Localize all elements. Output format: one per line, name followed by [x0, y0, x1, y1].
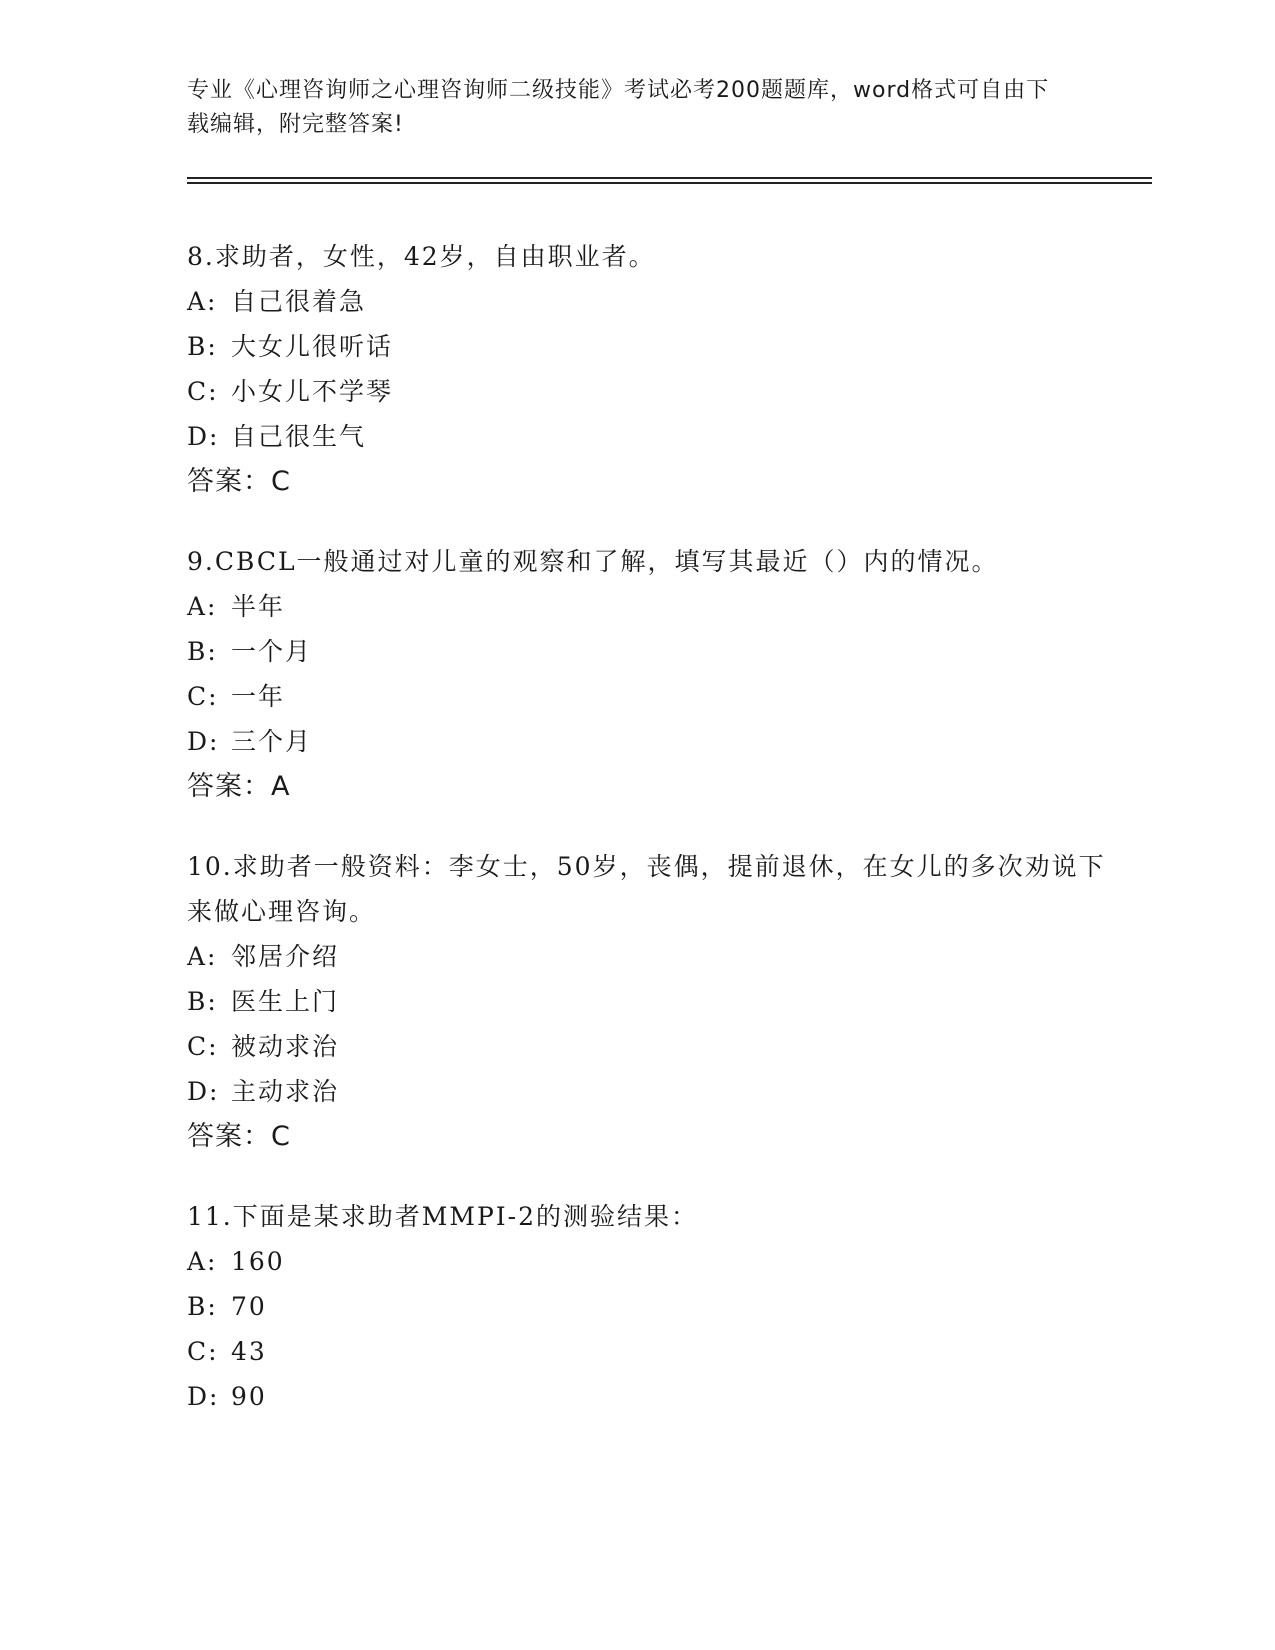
option-text: 一年 — [231, 682, 286, 711]
option-text: 医生上门 — [231, 987, 340, 1016]
option-letter: A: — [187, 942, 218, 971]
option-d — [187, 719, 1107, 764]
option-b — [187, 1284, 1107, 1329]
option-text: 大女儿很听话 — [231, 332, 394, 361]
option-letter: C: — [187, 377, 219, 406]
question-stem: 9.CBCL一般通过对儿童的观察和了解，填写其最近（）内的情况。 — [187, 547, 999, 576]
option-text: 三个月 — [231, 727, 313, 756]
answer-line: 答案：C — [187, 1121, 291, 1152]
option-a — [187, 279, 1107, 324]
question-9 — [187, 539, 1107, 809]
option-a — [187, 584, 1107, 629]
option-text: 70 — [231, 1292, 267, 1321]
option-c — [187, 369, 1107, 414]
option-b — [187, 629, 1107, 674]
option-letter: D: — [187, 727, 220, 756]
option-letter: D: — [187, 422, 220, 451]
option-text: 90 — [231, 1382, 267, 1411]
option-letter: A: — [187, 592, 218, 621]
option-letter: C: — [187, 1337, 219, 1366]
question-stem: 8.求助者，女性，42岁，自由职业者。 — [187, 242, 656, 271]
option-d — [187, 1374, 1107, 1419]
option-letter: C: — [187, 682, 219, 711]
option-text: 一个月 — [231, 637, 313, 666]
option-text: 主动求治 — [231, 1077, 340, 1106]
option-b — [187, 979, 1107, 1024]
option-text: 被动求治 — [231, 1032, 340, 1061]
question-8 — [187, 234, 1107, 504]
option-text: 43 — [231, 1337, 267, 1366]
option-text: 小女儿不学琴 — [231, 377, 394, 406]
question-11 — [187, 1194, 1107, 1419]
header-divider-bottom — [187, 182, 1152, 184]
question-stem: 10.求助者一般资料：李女士，50岁，丧偶，提前退休，在女儿的多次劝说下来做心理咨询。 — [187, 852, 1106, 926]
option-c — [187, 674, 1107, 719]
option-text: 半年 — [231, 592, 286, 621]
option-b — [187, 324, 1107, 369]
option-a — [187, 934, 1107, 979]
option-letter: B: — [187, 332, 218, 361]
option-letter: B: — [187, 637, 218, 666]
option-text: 自己很生气 — [231, 422, 367, 451]
option-d — [187, 1069, 1107, 1114]
option-c — [187, 1024, 1107, 1069]
option-text: 160 — [231, 1247, 285, 1276]
option-letter: B: — [187, 1292, 218, 1321]
option-letter: D: — [187, 1077, 220, 1106]
answer-line: 答案：C — [187, 466, 291, 497]
option-letter: C: — [187, 1032, 219, 1061]
question-list — [187, 234, 1107, 1454]
option-letter: B: — [187, 987, 218, 1016]
option-text: 自己很着急 — [231, 287, 367, 316]
option-text: 邻居介绍 — [231, 942, 340, 971]
option-c — [187, 1329, 1107, 1374]
option-a — [187, 1239, 1107, 1284]
option-letter: A: — [187, 287, 218, 316]
question-stem: 11.下面是某求助者MMPI-2的测验结果： — [187, 1202, 699, 1231]
option-letter: D: — [187, 1382, 220, 1411]
question-10 — [187, 844, 1107, 1159]
header-divider-top — [187, 177, 1152, 179]
option-d — [187, 414, 1107, 459]
document-header: 专业《心理咨询师之心理咨询师二级技能》考试必考200题题库，word格式可自由下载编辑，附完整答案! — [187, 78, 1050, 137]
answer-line: 答案：A — [187, 771, 291, 802]
option-letter: A: — [187, 1247, 218, 1276]
